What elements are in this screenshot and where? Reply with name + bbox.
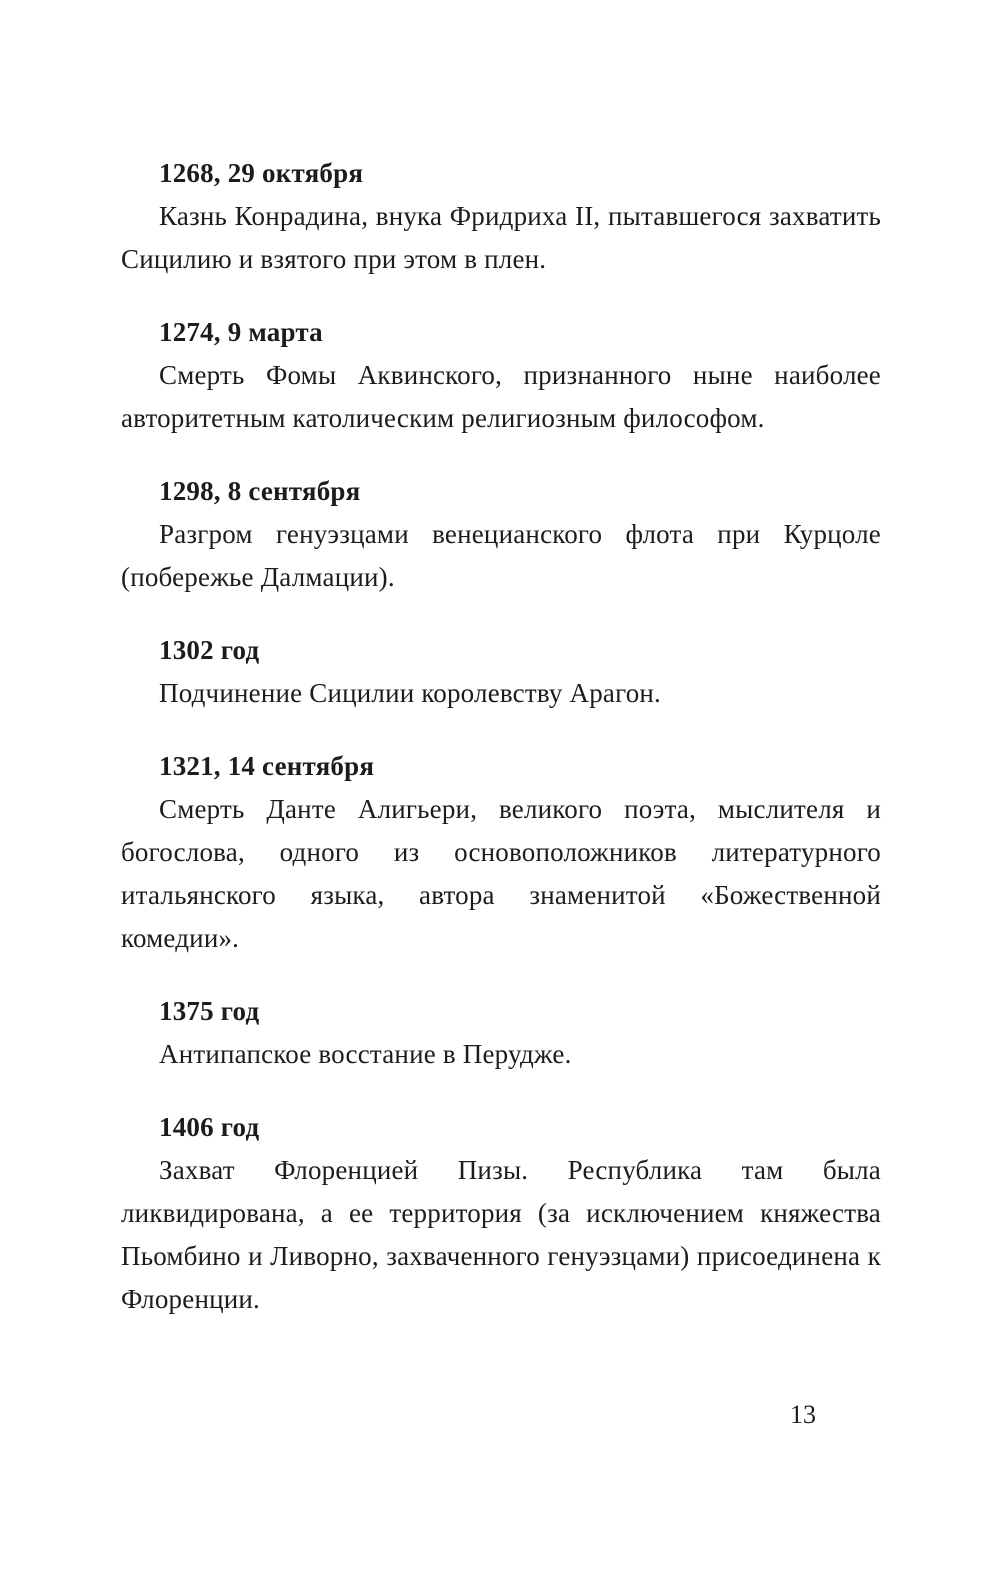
timeline-entry [121, 470, 881, 599]
timeline-entry [121, 745, 881, 960]
timeline-entry [121, 1106, 881, 1321]
entry-text: Захват Флоренцией Пизы. Республика там была ликвидирована, а ее территория (за исключением княжества Пьомбино и Ливорно, захваченного генуэзцами) присоединена к Флоренции. [121, 1155, 881, 1314]
timeline-entry [121, 311, 881, 440]
timeline-entry [121, 990, 881, 1076]
entry-date-heading: 1274, 9 марта [159, 317, 323, 347]
timeline-entry [121, 152, 881, 281]
entry-date-heading: 1268, 29 октября [159, 158, 364, 188]
entry-date-heading: 1375 год [159, 996, 260, 1026]
chronology-text-column [121, 152, 881, 1351]
timeline-entry [121, 629, 881, 715]
entry-date-heading: 1406 год [159, 1112, 260, 1142]
entry-text: Смерть Данте Алигьери, великого поэта, мыслителя и богослова, одного из основоположников литературного итальянского языка, автора знаменитой «Божественной комедии». [121, 794, 881, 953]
entry-date-heading: 1302 год [159, 635, 260, 665]
entry-text: Подчинение Сицилии королевству Арагон. [159, 678, 662, 708]
entry-date-heading: 1298, 8 сентября [159, 476, 361, 506]
entry-date-heading: 1321, 14 сентября [159, 751, 375, 781]
entry-text: Казнь Конрадина, внука Фридриха II, пытавшегося захватить Сицилию и взятого при этом в плен. [121, 201, 881, 274]
entry-text: Разгром генуэзцами венецианского флота при Курцоле (побережье Далмации). [121, 519, 881, 592]
entry-text: Антипапское восстание в Перудже. [159, 1039, 572, 1069]
page-number: 13 [790, 1400, 816, 1429]
entry-text: Смерть Фомы Аквинского, признанного ныне наиболее авторитетным католическим религиозным философом. [121, 360, 881, 433]
